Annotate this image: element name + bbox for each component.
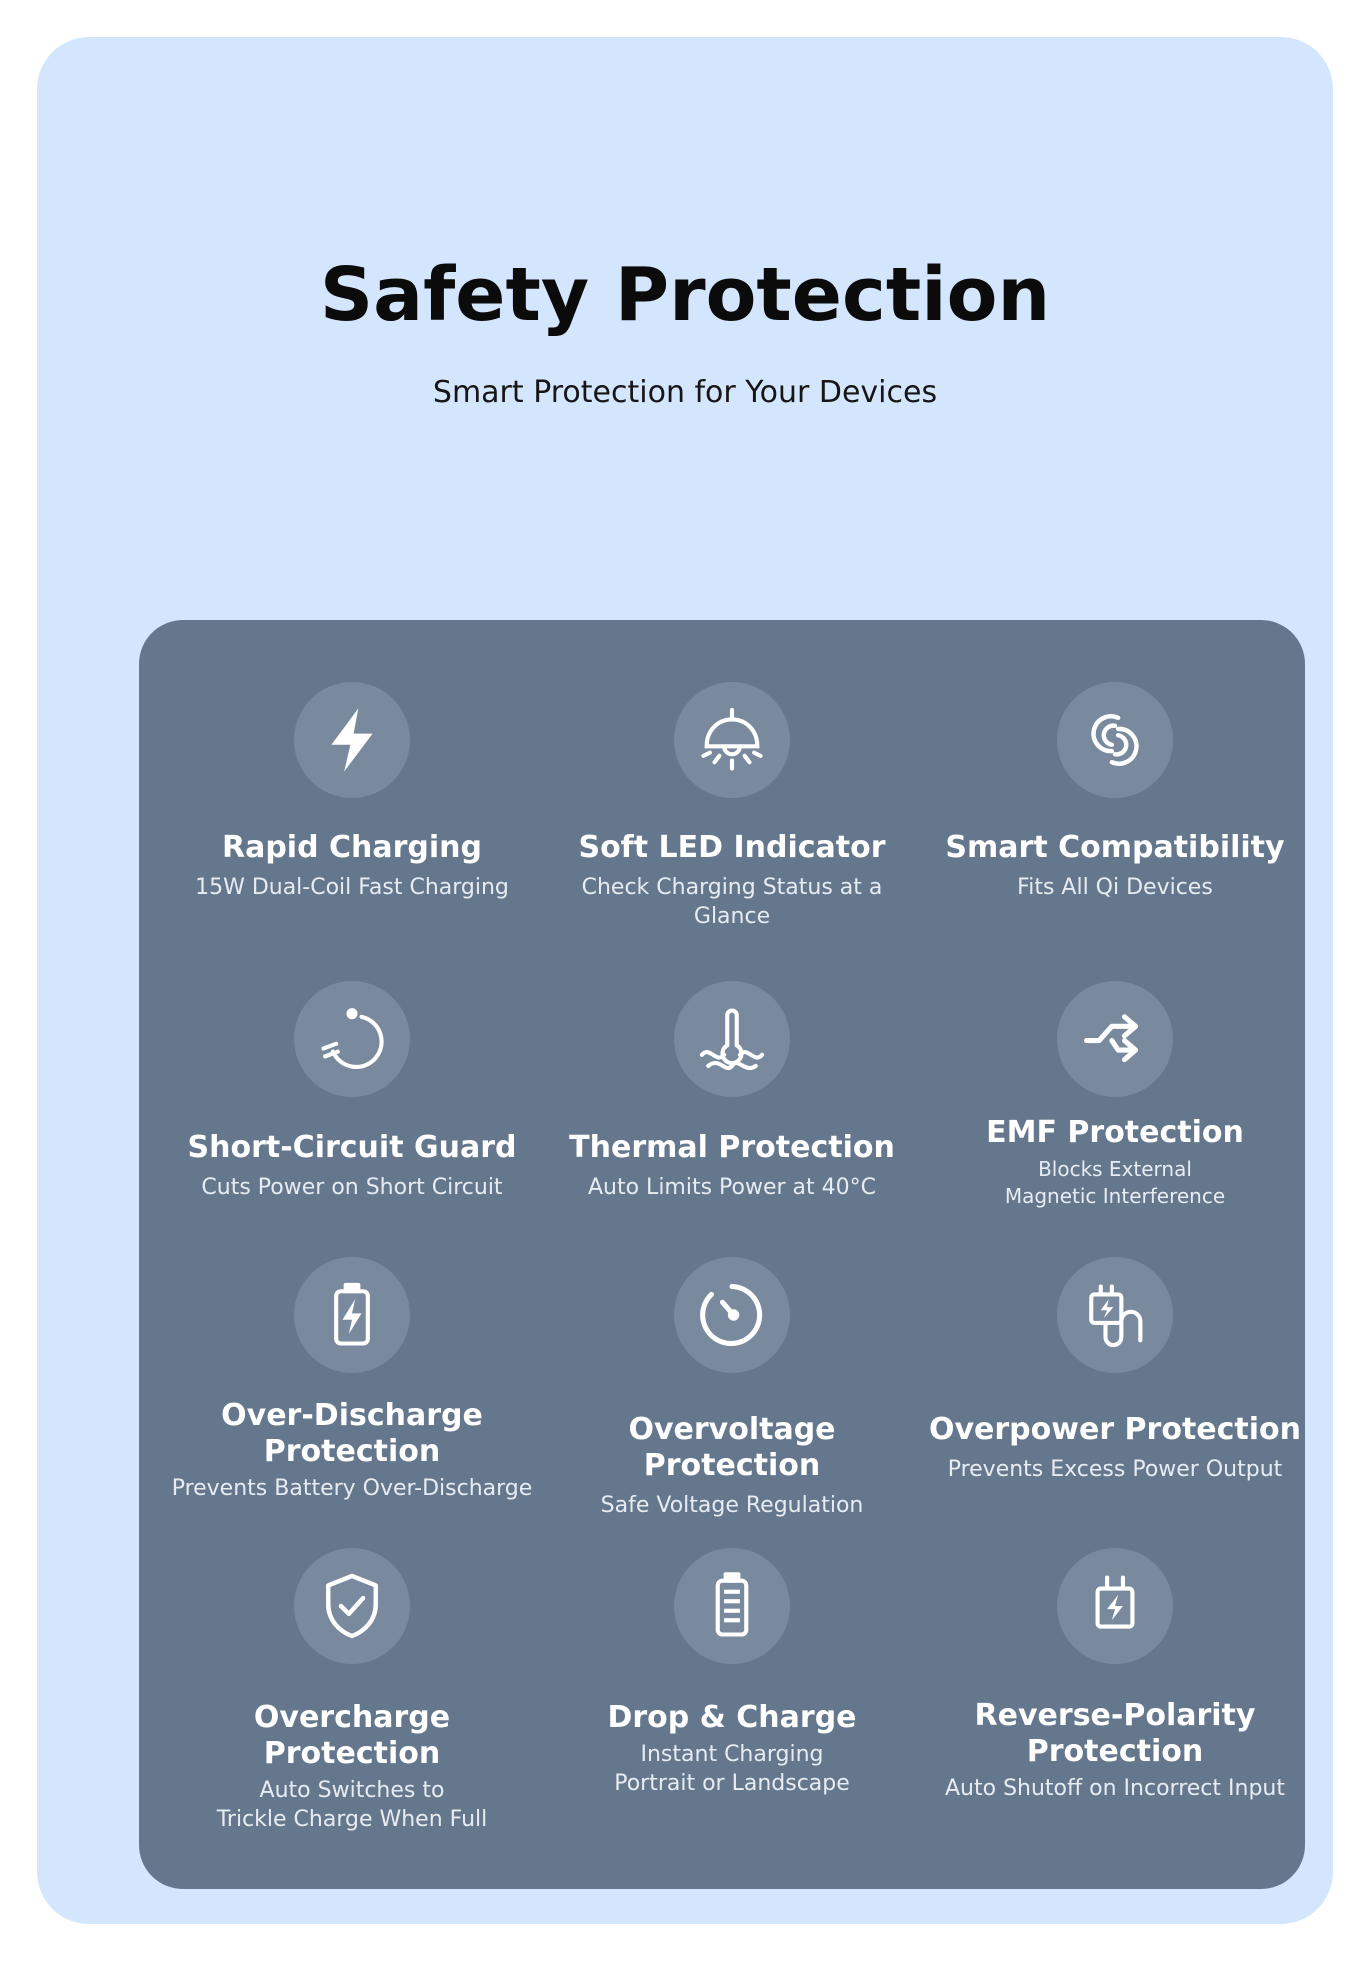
shield-check-icon	[294, 1548, 410, 1664]
feature-description: Instant Charging Portrait or Landscape	[614, 1742, 850, 1796]
feature-smart-compatibility	[925, 830, 1305, 902]
features-panel	[139, 620, 1305, 1889]
link-icon	[1057, 682, 1173, 798]
feature-title: Smart Compatibility	[945, 830, 1285, 865]
feature-description: Check Charging Status at a Glance	[581, 875, 883, 929]
feature-description: Auto Shutoff on Incorrect Input	[945, 1776, 1285, 1801]
feature-description: Prevents Excess Power Output	[947, 1457, 1283, 1482]
feature-title: Rapid Charging	[221, 830, 483, 865]
feature-title: Drop & Charge	[607, 1700, 857, 1735]
feature-title: Overpower Protection	[928, 1412, 1302, 1447]
feature-led-indicator	[542, 830, 922, 931]
battery-bolt-icon	[294, 1257, 410, 1373]
feature-title: Thermal Protection	[569, 1130, 895, 1165]
feature-over-discharge	[162, 1398, 542, 1503]
feature-description: Auto Limits Power at 40°C	[587, 1175, 877, 1200]
protection-card	[37, 37, 1333, 1924]
feature-title: Short-Circuit Guard	[187, 1130, 517, 1165]
power-adapter-icon	[1057, 1548, 1173, 1664]
feature-description: Prevents Battery Over-Discharge	[171, 1476, 533, 1501]
feature-thermal-protection	[542, 1130, 922, 1202]
gauge-icon	[674, 1257, 790, 1373]
feature-emf-protection	[925, 1115, 1305, 1210]
feature-title: Reverse-Polarity Protection	[974, 1698, 1256, 1769]
battery-full-icon	[674, 1548, 790, 1664]
feature-description: Cuts Power on Short Circuit	[201, 1175, 503, 1200]
charger-plug-icon	[1057, 1257, 1173, 1373]
lamp-icon	[674, 682, 790, 798]
feature-rapid-charging	[162, 830, 542, 902]
feature-title: Overcharge Protection	[253, 1700, 451, 1771]
feature-title: Soft LED Indicator	[578, 830, 886, 865]
feature-overpower	[925, 1412, 1305, 1484]
lightning-icon	[294, 682, 410, 798]
feature-description: Auto Switches to Trickle Charge When Full	[216, 1778, 488, 1832]
page-title: Safety Protection	[319, 252, 1051, 338]
feature-title: Over-Discharge Protection	[221, 1398, 483, 1469]
feature-description: Blocks External Magnetic Interference	[1004, 1157, 1226, 1208]
feature-description: 15W Dual-Coil Fast Charging	[195, 875, 509, 900]
feature-overvoltage	[542, 1412, 922, 1520]
feature-overcharge	[162, 1700, 542, 1834]
feature-short-circuit-guard	[162, 1130, 542, 1202]
feature-description: Fits All Qi Devices	[1017, 875, 1213, 900]
thermometer-icon	[674, 981, 790, 1097]
page-subtitle: Smart Protection for Your Devices	[432, 375, 938, 410]
shuffle-arrows-icon	[1057, 981, 1173, 1097]
circuit-loop-icon	[294, 981, 410, 1097]
feature-title: Overvoltage Protection	[628, 1412, 836, 1483]
feature-description: Safe Voltage Regulation	[600, 1493, 864, 1518]
feature-drop-and-charge	[542, 1700, 922, 1798]
feature-reverse-polarity	[925, 1698, 1305, 1803]
feature-title: EMF Protection	[986, 1115, 1244, 1150]
